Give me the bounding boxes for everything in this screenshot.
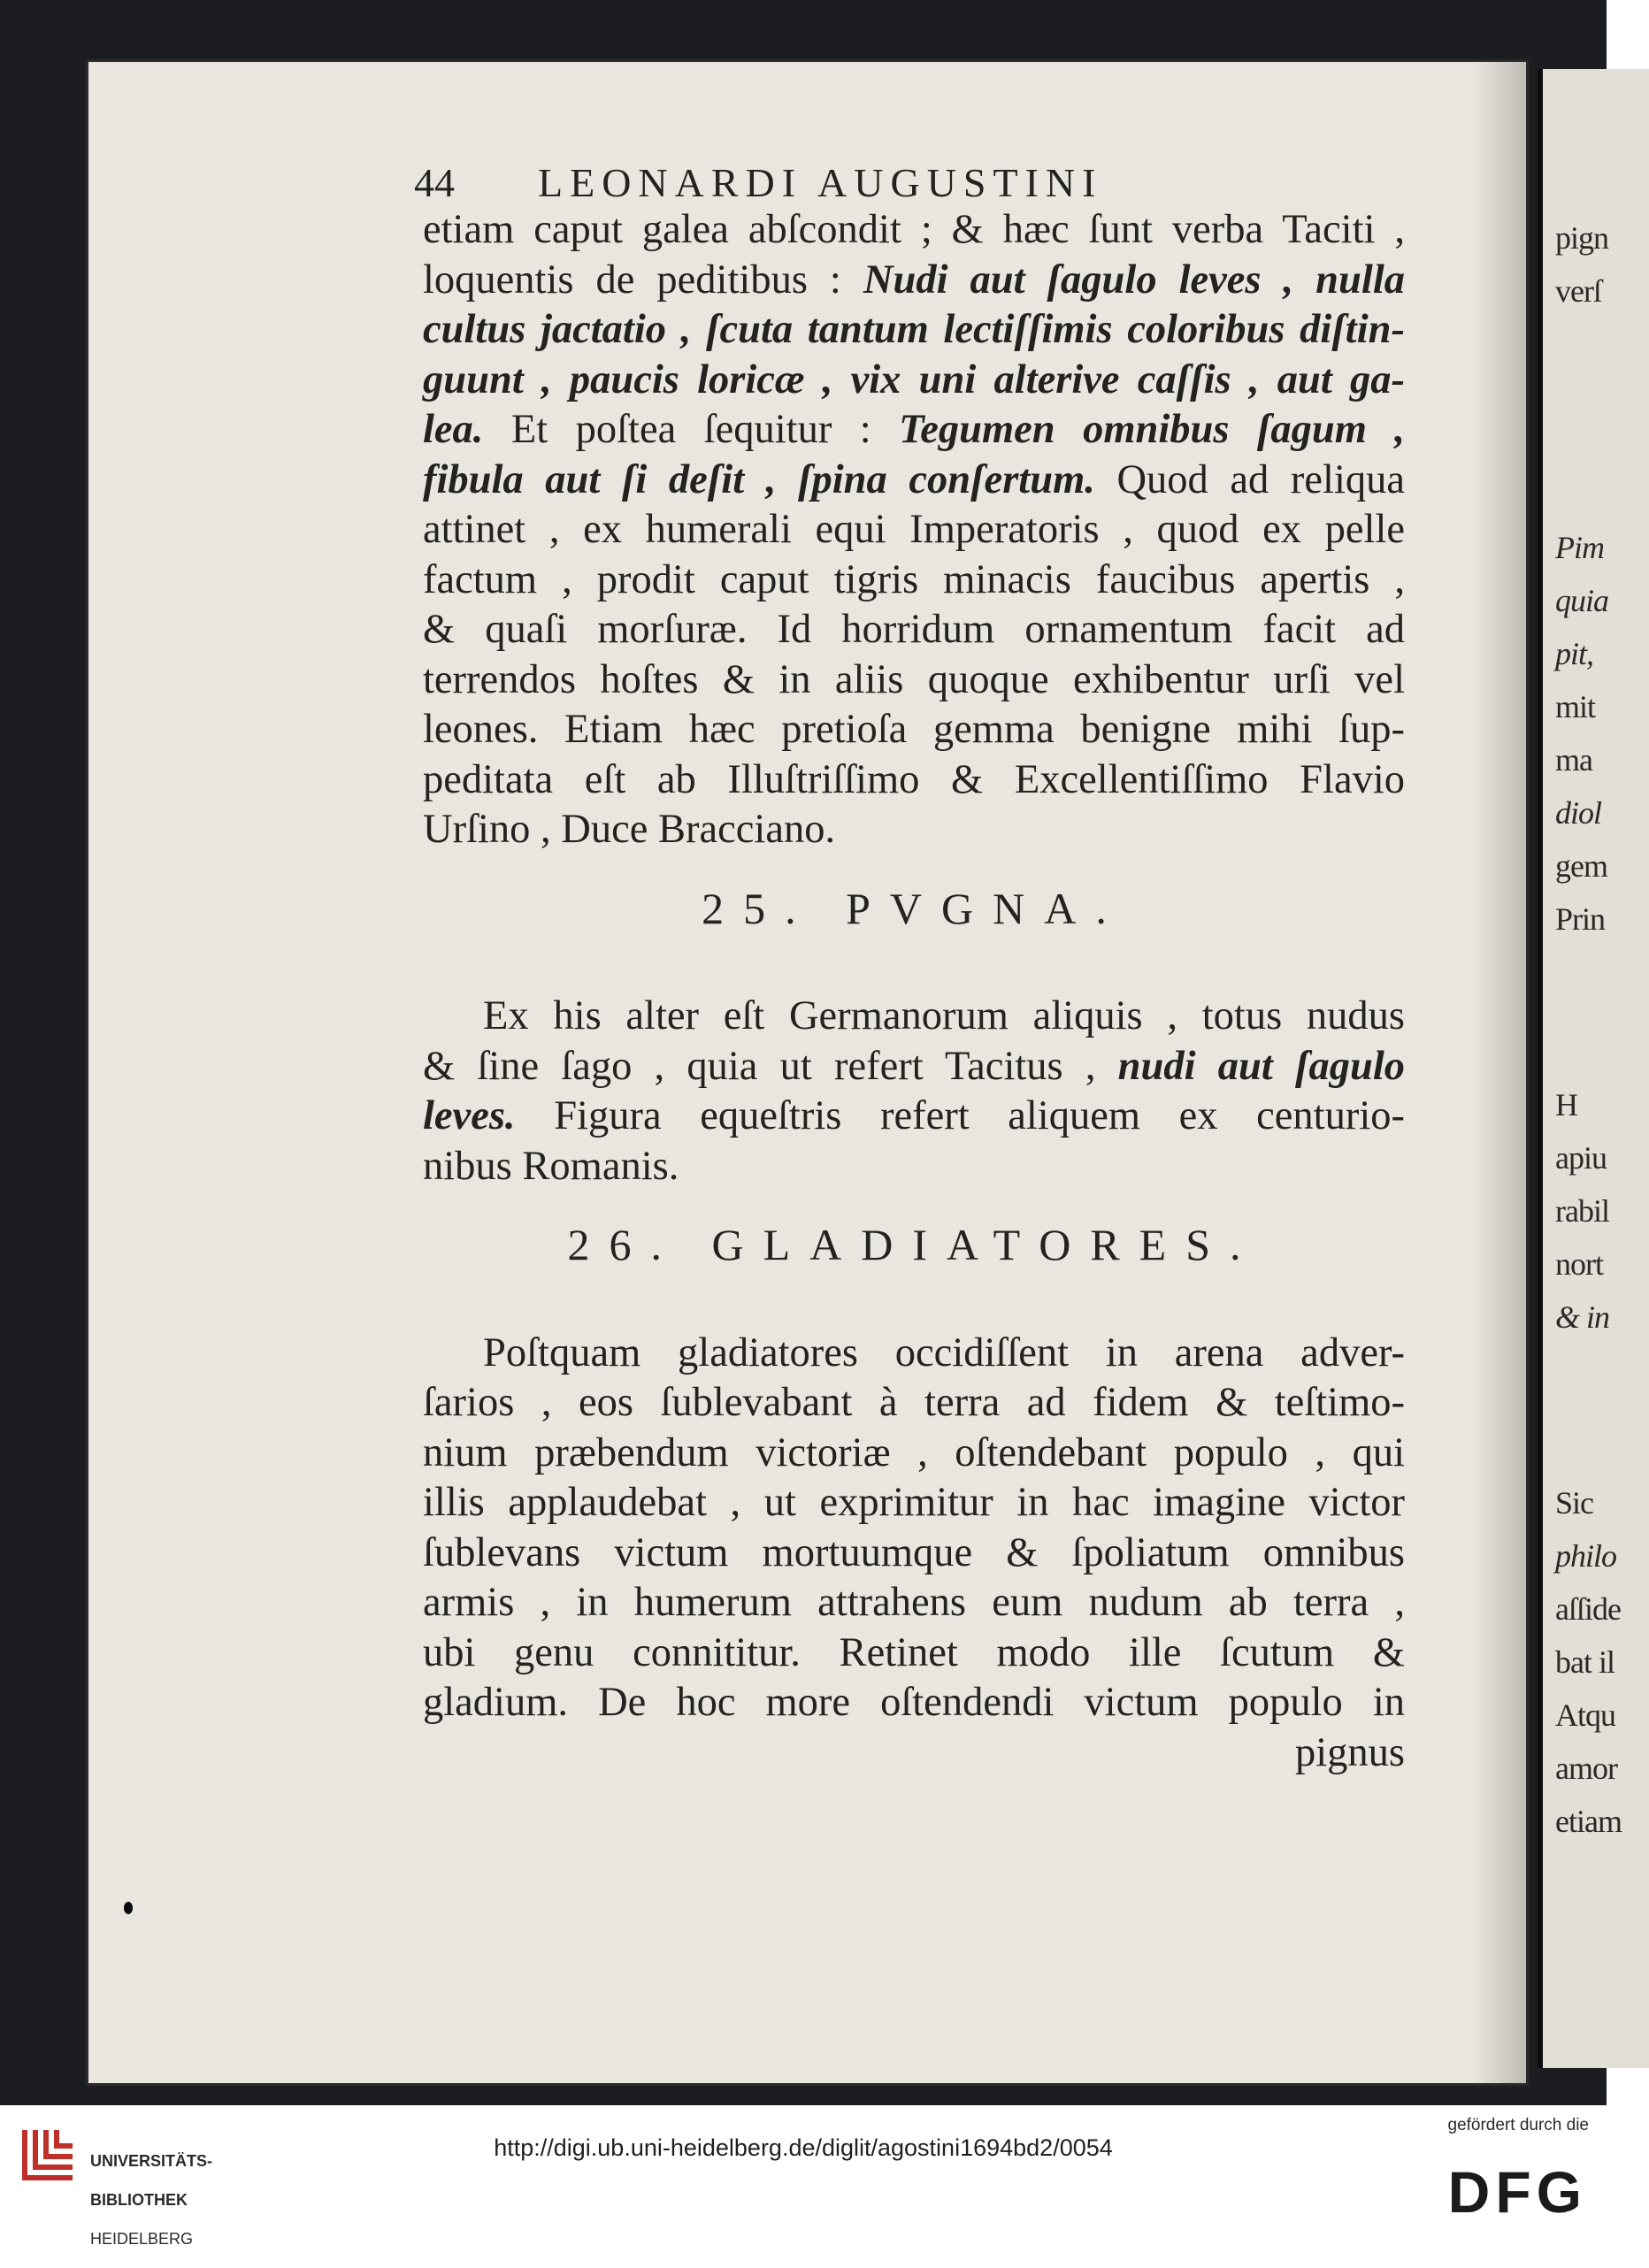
text-line: nium præbendum victoriæ , oſtendebant populo , qui (423, 1429, 1405, 1475)
text-line: & quaſi morſuræ. Id horridum ornamentum facit ad (423, 607, 1405, 652)
text-line: gladium. De hoc more oſtendendi victum populo in (423, 1680, 1405, 1725)
text-line: & ſine ſago , quia ut refert Tacitus , nudi aut ſagulo (423, 1043, 1405, 1089)
text-block (423, 205, 1405, 1778)
text-line: leones. Etiam hæc pretioſa gemma benigne mihi ſup- (423, 707, 1405, 752)
text-line: Ex his alter eſt Germanorum aliquis , totus nudus (483, 993, 1405, 1038)
text-line: ubi genu connititur. Retinet modo ille ſcutum & (423, 1629, 1405, 1675)
adjacent-page-fragment: apiu (1555, 1140, 1607, 1176)
adjacent-page-fragment: mit (1555, 689, 1596, 724)
adjacent-page-fragment: Sic (1555, 1485, 1594, 1521)
text-line: lea. Et poſtea ſequitur : Tegumen omnibus ſagum , (423, 407, 1405, 452)
adjacent-page-fragment: verſ (1555, 273, 1601, 309)
adjacent-page-fragment: & in (1555, 1299, 1610, 1335)
text-line: fibula aut ſi deſit , ſpina conſertum. Quod ad reliqua (423, 456, 1405, 502)
adjacent-page-fragment: philo (1555, 1538, 1617, 1574)
adjacent-page-fragment: pign (1555, 220, 1609, 256)
section-heading-26: 26. GLADIATORES. (567, 1220, 1261, 1269)
adjacent-page-fragment: ma (1555, 742, 1592, 778)
text-line: cultus jactatio , ſcuta tantum lectiſſimis coloribus diſtin- (423, 307, 1405, 352)
dfg-logo: DFG (1447, 2159, 1587, 2225)
text-line: loquentis de peditibus : Nudi aut ſagulo leves , nulla (423, 257, 1405, 303)
text-line: terrendos hoſtes & in aliis quoque exhibentur urſi vel (423, 656, 1405, 702)
text-line: illis applaudebat , ut exprimitur in hac imagine victor (423, 1480, 1405, 1525)
adjacent-page-fragment: amor (1555, 1751, 1617, 1786)
text-line: Poſtquam gladiatores occidiſſent in arena adver- (483, 1329, 1405, 1375)
ink-speck (124, 1902, 133, 1914)
adjacent-page (1538, 69, 1649, 2068)
text-line: etiam caput galea abſcondit ; & hæc ſunt verba Taciti , (423, 207, 1405, 252)
text-line: ſublevans victum mortuumque & ſpoliatum omnibus (423, 1529, 1405, 1575)
page-number: 44 (414, 160, 455, 205)
permalink-url[interactable]: http://digi.ub.uni-heidelberg.de/diglit/agostini1694bd2/0054 (494, 2134, 1113, 2161)
page-gutter-shade (1473, 62, 1526, 2083)
text-line: leves. Figura equeſtris refert aliquem ex centurio- (423, 1093, 1405, 1138)
adjacent-page-fragment: rabil (1555, 1193, 1609, 1229)
adjacent-page-fragment: pit, (1555, 636, 1594, 671)
section-heading-25: 25. PVGNA. (702, 883, 1126, 933)
sponsor-caption: gefördert durch die (1447, 2116, 1589, 2134)
adjacent-page-fragment: gem (1555, 848, 1607, 884)
text-line: factum , prodit caput tigris minacis faucibus apertis , (423, 556, 1405, 602)
text-line: ſarios , eos ſublevabant à terra ad fidem & teſtimo- (423, 1380, 1405, 1425)
adjacent-page-fragment: H (1555, 1087, 1577, 1123)
adjacent-page-fragment: bat il (1555, 1644, 1614, 1680)
adjacent-page-fragment: diol (1555, 795, 1602, 831)
running-head (414, 159, 1414, 206)
adjacent-page-fragment: aſſide (1555, 1591, 1621, 1627)
text-line: nibus Romanis. (423, 1143, 679, 1189)
text-line: attinet , ex humerali equi Imperatoris , quod ex pelle (423, 507, 1405, 552)
text-line: guunt , paucis loricæ , vix uni alterive caſſis , aut ga- (423, 356, 1405, 402)
adjacent-page-fragment: Atqu (1555, 1697, 1615, 1733)
adjacent-page-fragment: nort (1555, 1246, 1603, 1282)
viewer-footer (0, 2105, 1607, 2225)
library-name: UNIVERSITÄTS- BIBLIOTHEK HEIDELBERG (90, 2152, 213, 2248)
text-line: armis , in humerum attrahens eum nudum ab terra , (423, 1580, 1405, 1625)
adjacent-page-fragment: Prin (1555, 901, 1606, 937)
text-line: peditata eſt ab Illuſtriſſimo & Excellentiſſimo Flavio (423, 756, 1405, 802)
adjacent-page-fragment: Pim (1555, 530, 1604, 565)
text-line: Urſino , Duce Bracciano. (423, 807, 836, 852)
catchword: pignus (1294, 1729, 1405, 1775)
running-title: LEONARDI AUGUSTINI (538, 160, 1103, 205)
adjacent-page-fragment: quia (1555, 583, 1609, 618)
adjacent-page-fragment: etiam (1555, 1804, 1622, 1839)
